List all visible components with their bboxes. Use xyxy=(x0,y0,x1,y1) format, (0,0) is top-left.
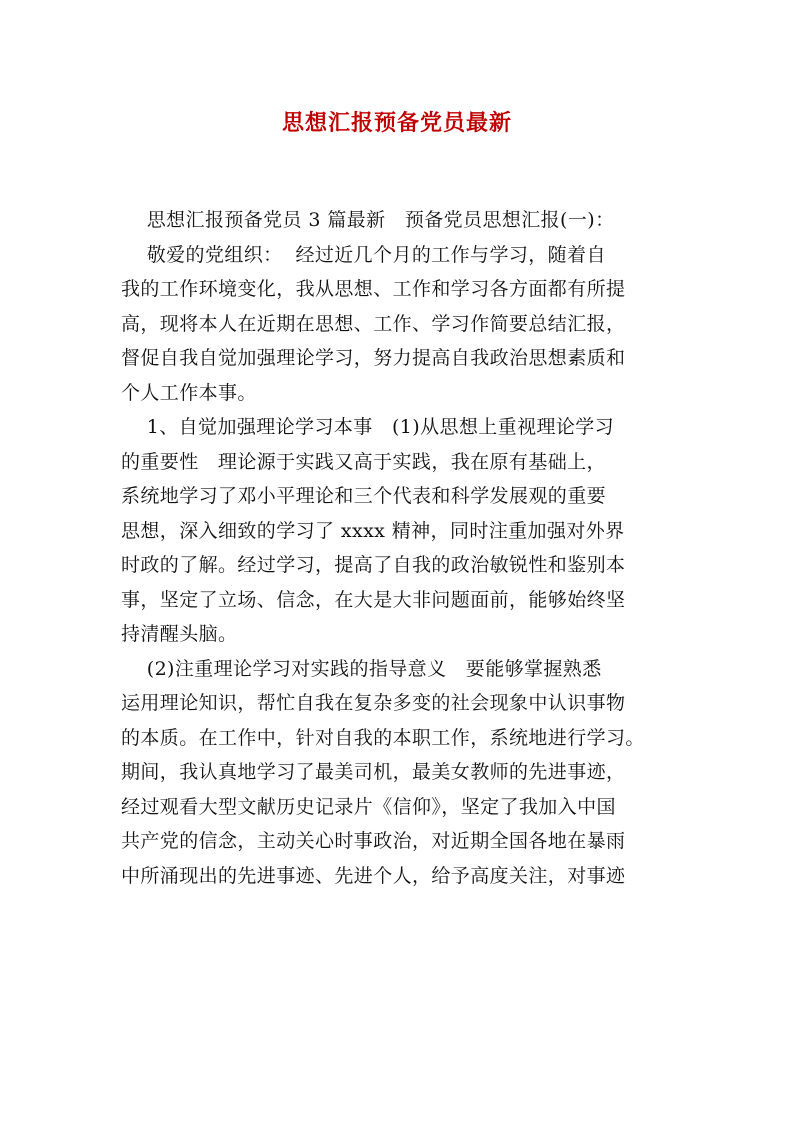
text-line: 的本质。在工作中，针对自我的本职工作，系统地进行学习。 xyxy=(121,726,645,749)
document-body xyxy=(121,203,676,893)
text-line: 持清醒头脑。 xyxy=(121,623,238,645)
text-line: 思想，深入细致的学习了 xxxx 精神，同时注重加强对外界 xyxy=(121,519,625,542)
text-line: 中所涌现出的先进事迹、先进个人，给予高度关注，对事迹 xyxy=(121,864,626,887)
text-line: 我的工作环境变化，我从思想、工作和学习各方面都有所提 xyxy=(121,278,626,300)
text-line: 共产党的信念，主动关心时事政治，对近期全国各地在暴雨 xyxy=(121,830,626,852)
text-line: 事，坚定了立场、信念，在大是大非问题面前，能够始终坚 xyxy=(121,588,626,611)
text-line: 个人工作本事。 xyxy=(121,381,257,404)
text-line: 经过观看大型文献历史记录片《信仰》，坚定了我加入中国 xyxy=(121,795,616,818)
text-line: 敬爱的党组织： 经过近几个月的工作与学习，随着自 xyxy=(121,243,606,266)
text-line: 期间，我认真地学习了最美司机，最美女教师的先进事迹， xyxy=(121,761,626,783)
text-line: 时政的了解。经过学习，提高了自我的政治敏锐性和鉴别本 xyxy=(121,554,626,576)
text-line: 1、自觉加强理论学习本事 (1)从思想上重视理论学习 xyxy=(121,416,615,438)
text-line: 思想汇报预备党员 3 篇最新 预备党员思想汇报(一)： xyxy=(121,209,615,231)
text-line: 的重要性 理论源于实践又高于实践，我在原有基础上， xyxy=(121,450,606,473)
document-title: 思想汇报预备党员最新 xyxy=(281,110,512,136)
text-line: 督促自我自觉加强理论学习，努力提高自我政治思想素质和 xyxy=(121,347,626,369)
text-line: (2)注重理论学习对实践的指导意义 要能够掌握熟悉 xyxy=(121,657,602,680)
text-line: 高，现将本人在近期在思想、工作、学习作简要总结汇报， xyxy=(121,312,626,335)
text-line: 系统地学习了邓小平理论和三个代表和科学发展观的重要 xyxy=(121,485,607,507)
text-line: 运用理论知识，帮忙自我在复杂多变的社会现象中认识事物 xyxy=(121,692,626,714)
